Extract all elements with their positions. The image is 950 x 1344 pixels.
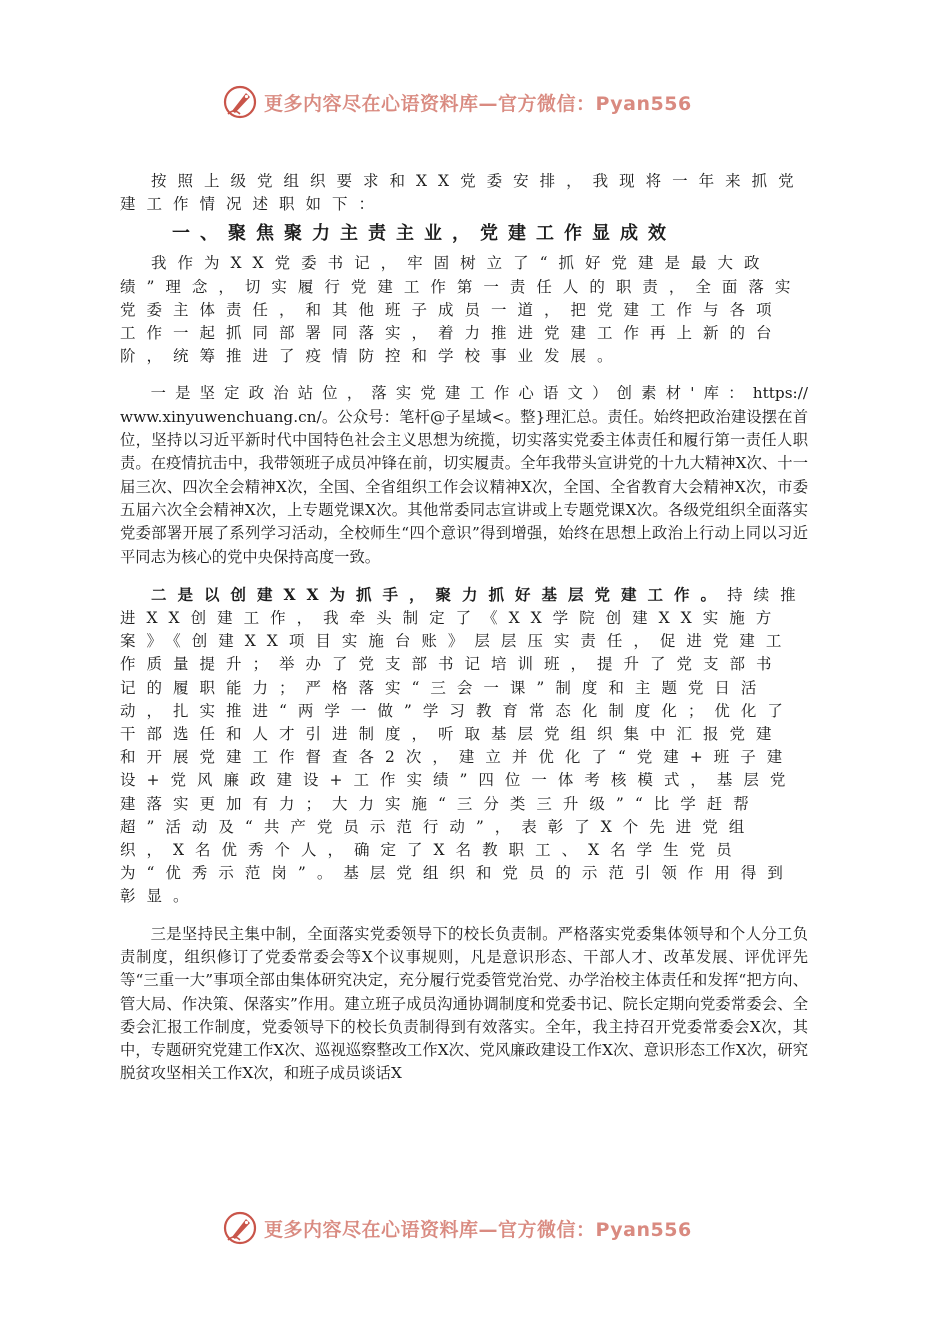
paragraph-bold-lead: 二是以创建XX为抓手，聚力抓好基层党建工作。: [151, 584, 728, 604]
document-body: [120, 170, 808, 1086]
paragraph-democratic-centralism: 三是坚持民主集中制，全面落实党委领导下的校长负责制。严格落实党委集体领导和个人分工负责制度，组织修订了党委常委会等X个议事规则，凡是意识形态、干部人才、改革发展、评优评先等“三重一大”事项全部由集体研究决定，充分履行党委管党治党、办学治校主体责任和发挥“把方向、管大局、作决策、保落实”作用。建立班子成员沟通协调制度和党委书记、院长定期向党委常委会、全委会汇报工作制度，党委领导下的校长负责制得到有效落实。全年，我主持召开党委常委会X次，其中，专题研究党建工作X次、巡视巡察整改工作X次、党风廉政建设工作X次、意识形态工作X次，研究脱贫攻坚相关工作X次，和班子成员谈话X: [120, 924, 808, 1083]
paragraph-political-stance: [120, 382, 808, 568]
intro-paragraph: 按照上级党组织要求和XX党委安排，我现将一年来抓党建工作情况述职如下：: [120, 172, 805, 214]
paragraph-body: 持续推进XX创建工作，我牵头制定了《XX学院创建XX实施方案》《创建XX项目实施台账》层层压实责任，促进党建工作质量提升；举办了党支部书记培训班，提升了党支部书记的履职能力；严格落实“三会一课”制度和主题党日活动，扎实推进“两学一做”学习教育常态化制度化；优化了干部选任和人才引进制度，听取基层党组织集中汇报党建和开展党建工作督查各2次，建立并优化了“党建+班子建设+党风廉政建设+工作实绩”四位一体考核模式，基层党建落实更加有力；大力实施“三分类三升级”“比学赶帮超”活动及“共产党员示范行动”，表彰了X个先进党组织，X名优秀个人，确定了X名教职工、X名学生党员为“优秀示范岗”。基层党组织和党员的示范引领作用得到彰显。: [120, 585, 807, 906]
watermark-url: https://www.xinyuwenchuang.cn/: [120, 384, 808, 426]
paragraph-body: 。公众号：笔杆@子星域<。整}理汇总。责任。始终把政治建设摆在首位，坚持以习近平新时代中国特色社会主义思想为统揽，切实落实党委主体责任和履行第一责任人职责。在疫情抗击中，我带领班子成员冲锋在前，切实履责。全年我带头宣讲党的十九大精神X次、十一届三次、四次全会精神X次，全国、全省组织工作会议精神X次，全国、全省教育大会精神X次，市委五届六次全会精神X次，上专题党课X次。其他常委同志宣讲或上专题党课X次。各级党组织全面落实党委部署开展了系列学习活动，全校师生“四个意识”得到增强，始终在思想上政治上行动上同以习近平同志为核心的党中央保持高度一致。: [120, 407, 808, 566]
paragraph-role: 我作为XX党委书记，牢固树立了“抓好党建是最大政绩”理念，切实履行党建工作第一责任人的职责，全面落实党委主体责任，和其他班子成员一道，把党建工作与各项工作一起抓同部署同落实，着力推进党建工作再上新的台阶，统筹推进了疫情防控和学校事业发展。: [120, 254, 802, 366]
watermark-text: 更多内容尽在心语资料库—官方微信：Pyan556: [264, 92, 692, 115]
pen-nib-logo-icon: [222, 1210, 258, 1246]
watermark-banner-top: [222, 84, 742, 120]
watermark-banner-bottom: [222, 1210, 742, 1246]
paragraph-lead: 一是坚定政治站位，落实党建工作心语文）创素材'库：: [150, 384, 753, 403]
section-heading: 一、聚焦聚力主责主业，党建工作显成效: [172, 223, 676, 245]
watermark-text: 更多内容尽在心语资料库—官方微信：Pyan556: [264, 1218, 692, 1241]
pen-nib-logo-icon: [222, 84, 258, 120]
paragraph-grassroots: [120, 583, 808, 909]
